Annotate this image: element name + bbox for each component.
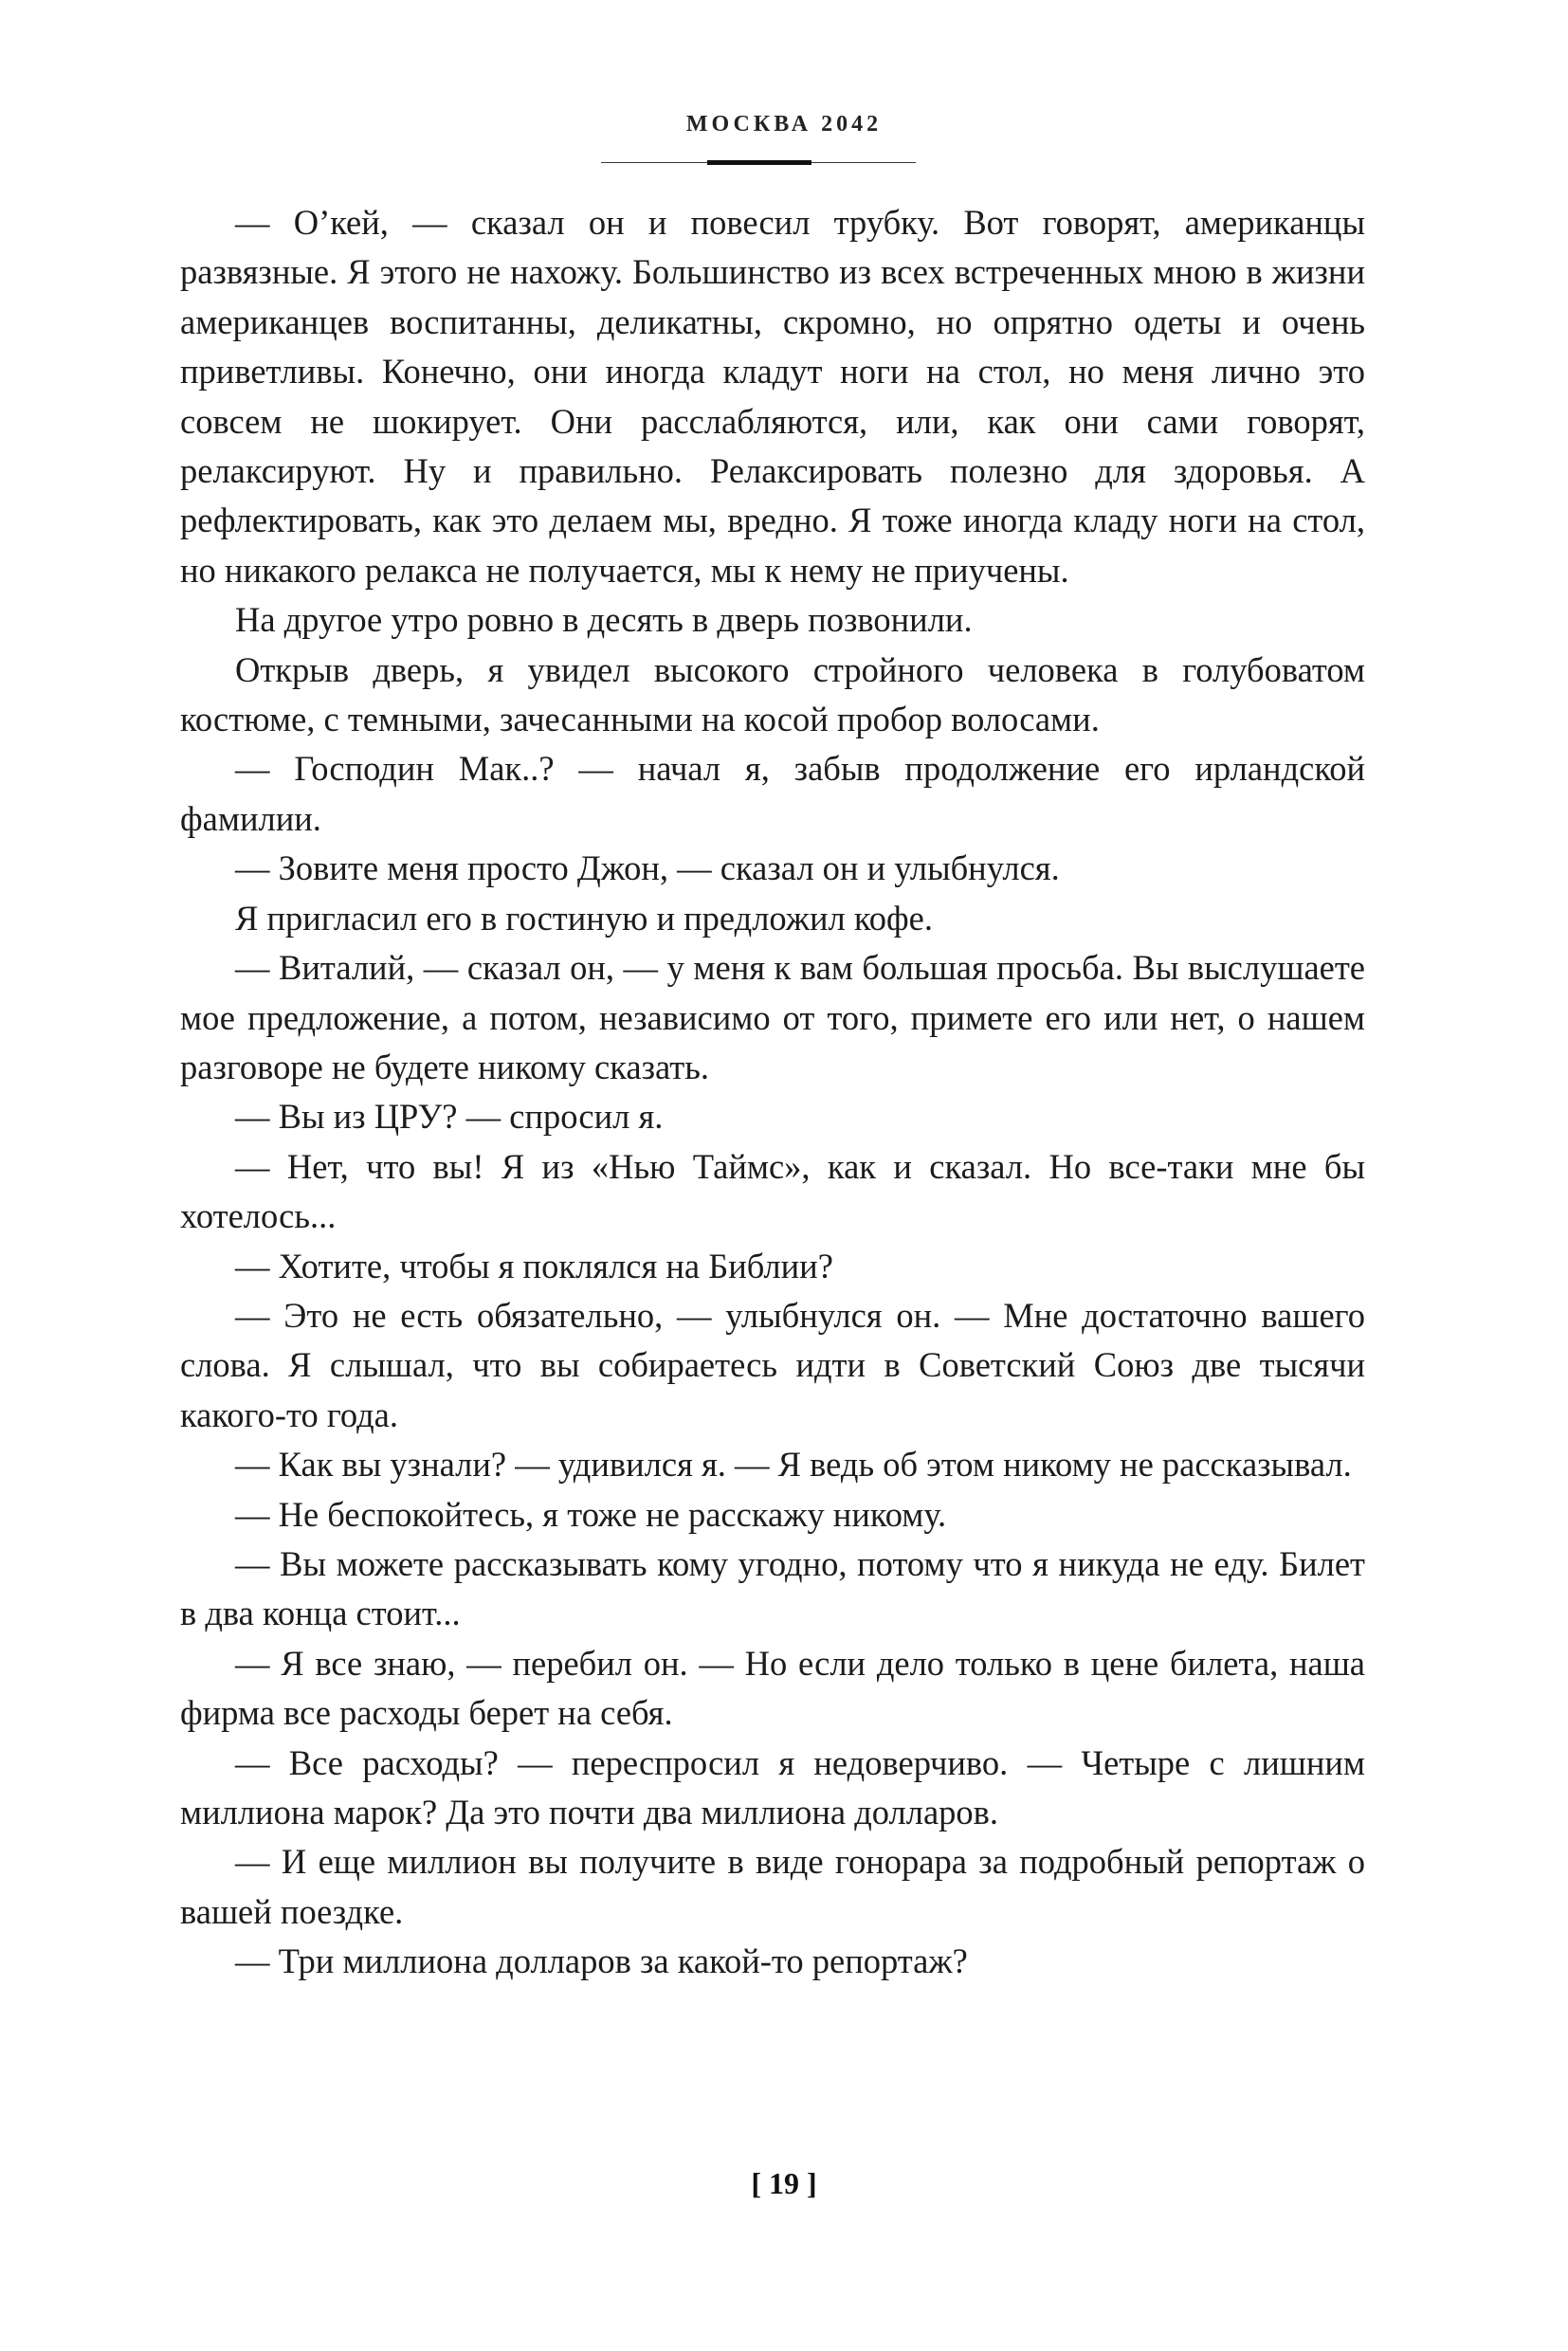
paragraph: — Вы из ЦРУ? — спросил я. <box>235 1097 664 1137</box>
page-number: [ 19 ] <box>751 2166 817 2200</box>
paragraph: — Хотите, чтобы я поклялся на Библии? <box>235 1246 833 1285</box>
paragraph: — Господин Мак..? — начал я, забыв продолжение его ирландской фамилии. <box>180 749 1365 838</box>
paragraph: — Все расходы? — переспросил я недоверчиво. — Четыре с лишним миллиона марок? Да это почти два миллиона долларов. <box>180 1742 1365 1832</box>
paragraph: — Виталий, — сказал он, — у меня к вам большая просьба. Вы выслушаете мое предложение, а потом, независимо от того, примете его или нет, о нашем разговоре не будете никому сказать. <box>180 948 1365 1086</box>
paragraph: На другое утро ровно в десять в дверь позвонили. <box>235 600 973 640</box>
paragraph: Я пригласил его в гостиную и предложил кофе. <box>235 898 933 938</box>
paragraph: — Не беспокойтесь, я тоже не расскажу никому. <box>235 1494 947 1534</box>
paragraph: — Как вы узнали? — удивился я. — Я ведь об этом никому не рассказывал. <box>235 1445 1352 1485</box>
body-text <box>180 198 1365 1987</box>
paragraph: — Три миллиона долларов за какой-то репортаж? <box>235 1941 968 1981</box>
header-rule-accent <box>707 160 811 165</box>
paragraph: — Это не есть обязательно, — улыбнулся он. — Мне достаточно вашего слова. Я слышал, что вы собираетесь идти в Советский Союз две тысячи какого-то года. <box>180 1295 1365 1434</box>
paragraph: — И еще миллион вы получите в виде гонорара за подробный репортаж о вашей поездке. <box>180 1842 1365 1931</box>
paragraph: — О’кей, — сказал он и повесил трубку. Вот говорят, американцы развязные. Я этого не нахожу. Большинство из всех встреченных мною в жизни американцев воспитанны, деликатны, скромно, но опрятно одеты и очень приветливы. Конечно, они иногда кладут ноги на стол, но меня лично это совсем не шокирует. Они расслабляются, или, как они сами говорят, релаксируют. Ну и правильно. Релаксировать полезно для здоровья. А рефлектировать, как это делаем мы, вредно. Я тоже иногда кладу ноги на стол, но никакого релакса не получается, мы к нему не приучены. <box>180 203 1365 590</box>
paragraph: Открыв дверь, я увидел высокого стройного человека в голубоватом костюме, с темными, зачесанными на косой пробор волосами. <box>180 649 1365 739</box>
paragraph: — Я все знаю, — перебил он. — Но если дело только в цене билета, наша фирма все расходы берет на себя. <box>180 1643 1365 1733</box>
paragraph: — Зовите меня просто Джон, — сказал он и улыбнулся. <box>235 848 1060 888</box>
paragraph: — Нет, что вы! Я из «Нью Таймс», как и сказал. Но все-таки мне бы хотелось... <box>180 1146 1365 1236</box>
paragraph: — Вы можете рассказывать кому угодно, потому что я никуда не еду. Билет в два конца стоит... <box>180 1543 1365 1633</box>
running-head: МОСКВА 2042 <box>685 112 883 137</box>
